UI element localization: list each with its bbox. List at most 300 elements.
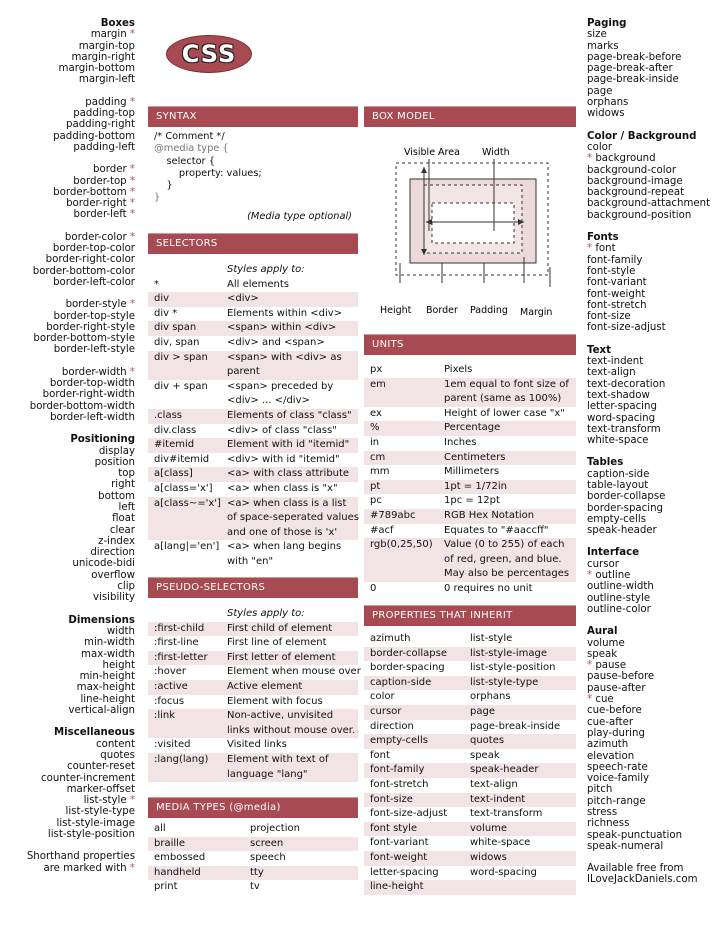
property-label: Interface <box>587 547 640 559</box>
group-heading-interface <box>587 547 727 558</box>
cell-value: quotes <box>470 735 505 747</box>
property-stress <box>587 807 727 818</box>
cell-key: :visited <box>154 739 191 751</box>
inherit-title: PROPERTIES THAT INHERIT <box>364 606 576 626</box>
property-label: volume <box>587 637 625 649</box>
cell-value: tv <box>250 881 260 893</box>
table-row <box>148 321 358 336</box>
cell-value: <div> <box>227 293 259 305</box>
cell-key: a[class~='x'] <box>154 497 221 509</box>
table-row <box>364 690 576 705</box>
cell-value: First line of element <box>227 637 327 649</box>
property-background-color <box>587 165 727 176</box>
property-text-indent <box>587 356 727 367</box>
property-border <box>0 164 135 175</box>
table-row <box>364 421 576 436</box>
property-border-collapse <box>587 491 727 502</box>
table-row <box>148 438 358 453</box>
table-row <box>148 822 358 837</box>
property-label: page-break-after <box>587 63 673 75</box>
cell-key: em <box>370 378 386 390</box>
cell-value: May also be percentages <box>444 568 570 580</box>
property-label: clip <box>117 581 135 593</box>
group-heading-tables <box>587 457 727 468</box>
cell-key: embossed <box>154 852 206 864</box>
property-label: border <box>93 164 127 176</box>
margin-label: Margin <box>520 307 553 318</box>
table-row <box>364 553 576 568</box>
table-row <box>364 524 576 539</box>
cell-key: :first-line <box>154 637 199 649</box>
property-font-variant <box>587 277 727 288</box>
table-row <box>364 807 576 822</box>
cell-key: div.class <box>154 424 197 436</box>
property-label: border-bottom-style <box>33 333 135 345</box>
table-row <box>364 465 576 480</box>
property-bottom <box>0 491 135 502</box>
cell-value: <span> preceded by <box>227 380 334 392</box>
property-empty-cells <box>587 514 727 525</box>
property-label: pause <box>595 660 627 672</box>
property-speak-punctuation <box>587 830 727 841</box>
table-row <box>364 582 576 597</box>
table-row <box>148 753 358 768</box>
property-label: content <box>95 738 135 750</box>
property-play-during <box>587 728 727 739</box>
cell-key: in <box>370 436 380 448</box>
property-label: are marked with <box>43 862 127 874</box>
table-row <box>148 622 358 637</box>
syntax-line: } <box>154 180 173 192</box>
property-border-left-width <box>0 412 135 423</box>
cell-key: a[class] <box>154 468 193 480</box>
property-label: marks <box>587 40 619 52</box>
property-border-top-color <box>0 243 135 254</box>
property-label: line-height <box>80 693 135 705</box>
property-text-shadow <box>587 390 727 401</box>
property-padding <box>0 97 135 108</box>
shorthand-star: * <box>129 862 135 874</box>
cell-key: handheld <box>154 866 201 878</box>
property-font-style <box>587 266 727 277</box>
property-page-break-before <box>587 52 727 63</box>
table-row <box>148 636 358 651</box>
property-label: letter-spacing <box>587 401 657 413</box>
cell-key: color <box>370 691 395 703</box>
cell-key: font-size-adjust <box>370 808 448 820</box>
cell-value: Visited links <box>227 739 287 751</box>
property-label: border-top-style <box>53 310 135 322</box>
property-border-left <box>0 209 135 220</box>
property-label: Text <box>587 344 611 356</box>
cell-key: :first-letter <box>154 651 208 663</box>
cell-key: div <box>154 293 170 305</box>
property-border-style <box>0 299 135 310</box>
cell-key: azimuth <box>370 633 411 644</box>
table-row <box>148 453 358 468</box>
property-pitch <box>587 784 727 795</box>
table-row <box>364 720 576 735</box>
property-label: marker-offset <box>66 783 135 795</box>
table-row <box>364 480 576 495</box>
property-margin-bottom <box>0 63 135 74</box>
cell-value: volume <box>470 822 508 834</box>
css-logo-text: CSS <box>181 40 237 68</box>
property-label: pause-before <box>587 671 655 683</box>
cell-value: with "en" <box>227 555 274 567</box>
cell-value: Non-active, unvisited <box>227 710 334 722</box>
property-label: play-during <box>587 727 645 739</box>
cell-key <box>148 365 227 380</box>
property-label: cue-before <box>587 705 642 717</box>
property-max-height <box>0 682 135 693</box>
cell-value: All elements <box>227 278 290 290</box>
shorthand-star: * <box>129 164 135 176</box>
table-row <box>148 555 358 570</box>
property-volume <box>587 638 727 649</box>
cell-value: <span> with <div> as <box>227 351 342 363</box>
table-row <box>148 738 358 753</box>
property-label: stress <box>587 807 618 818</box>
property-label: page <box>587 85 613 97</box>
cell-key: div, span <box>154 336 200 348</box>
cell-key: :lang(lang) <box>154 753 209 765</box>
property-label: border-bottom-color <box>32 265 135 277</box>
property-border-right-style <box>0 322 135 333</box>
property-background-position <box>587 210 727 221</box>
property-label: empty-cells <box>587 513 647 525</box>
cell-key: font-weight <box>370 851 428 863</box>
property-label: elevation <box>587 750 635 762</box>
property-label: max-width <box>81 648 135 660</box>
table-row <box>148 409 358 424</box>
property-shorthand-properties <box>0 851 135 862</box>
table-row <box>148 880 358 895</box>
group-heading-fonts <box>587 232 727 243</box>
property-label: unicode-bidi <box>72 558 135 570</box>
table-row <box>148 851 358 866</box>
cell-key: direction <box>370 720 414 732</box>
table-row <box>148 307 358 322</box>
property-label: visibility <box>93 592 135 604</box>
cell-key <box>148 526 227 541</box>
property-line-height <box>0 694 135 705</box>
property-label: border-right-color <box>45 254 135 266</box>
property-label: font-style <box>587 265 636 277</box>
cell-value: <div> ... </div> <box>227 395 310 407</box>
property-label: Boxes <box>100 18 135 29</box>
property-label: text-transform <box>587 423 661 435</box>
property-label: font-size <box>587 311 631 323</box>
cell-value: widows <box>470 851 507 863</box>
cell-value: 1em equal to font size of <box>444 378 569 390</box>
cell-value: Inches <box>444 436 477 448</box>
property-widows <box>587 108 727 119</box>
property-label: padding <box>85 96 127 108</box>
table-row <box>364 378 576 393</box>
table-row <box>364 778 576 793</box>
property-cue <box>587 694 727 705</box>
cell-value: Millimeters <box>444 466 500 478</box>
property-label: cue <box>595 694 614 706</box>
cell-value: Centimeters <box>444 451 506 463</box>
property-label: border-width <box>61 366 127 378</box>
property-label: caption-side <box>587 468 650 480</box>
property-label: direction <box>90 547 135 559</box>
visible-area-label: Visible Area <box>404 147 460 158</box>
property-speak-numeral <box>587 841 727 852</box>
property-label: Paging <box>587 18 627 29</box>
property-label: clear <box>109 524 135 536</box>
cell-value: orphans <box>470 691 511 703</box>
property-border-right <box>0 198 135 209</box>
property-counter-reset <box>0 761 135 772</box>
property-label: list-style-type <box>65 806 135 818</box>
shorthand-star: * <box>587 153 593 165</box>
selectors-header: Styles apply to: <box>227 264 305 275</box>
property-label: border-top-color <box>52 243 135 255</box>
cell-value: <a> when class is "x" <box>227 482 338 494</box>
property-label: background-image <box>587 175 683 187</box>
cell-key: font style <box>370 822 418 834</box>
cell-value: First letter of element <box>227 651 336 663</box>
cell-value: speak <box>470 749 500 761</box>
cell-value: list-style-image <box>470 647 548 659</box>
table-row <box>148 695 358 710</box>
property-border-top <box>0 176 135 187</box>
cell-value: Element with text of <box>227 753 329 765</box>
property-label: Miscellaneous <box>54 727 135 739</box>
property-are-marked-with <box>0 863 135 874</box>
shorthand-star: * <box>129 209 135 221</box>
property-list-style-image <box>0 818 135 829</box>
cell-value: 0 requires no unit <box>444 582 533 594</box>
media-section <box>148 797 358 895</box>
property-background-image <box>587 176 727 187</box>
table-row <box>364 451 576 466</box>
property-right <box>0 479 135 490</box>
cell-key: empty-cells <box>370 735 428 747</box>
table-row <box>364 509 576 524</box>
property-label: display <box>98 445 135 457</box>
property-label: background-repeat <box>587 187 685 199</box>
property-label: list-style-position <box>47 829 135 840</box>
cell-key: div#itemid <box>154 453 210 465</box>
table-row <box>364 494 576 509</box>
property-unicode-bidi <box>0 558 135 569</box>
table-row <box>364 436 576 451</box>
property-label: float <box>112 513 135 525</box>
padding-label: Padding <box>470 305 508 316</box>
table-row <box>148 511 358 526</box>
property-clear <box>0 525 135 536</box>
shorthand-star: * <box>587 570 593 582</box>
property-label: speak-punctuation <box>587 829 683 841</box>
cell-key: print <box>154 881 178 893</box>
group-heading-boxes <box>0 18 135 29</box>
cell-value: 1pc = 12pt <box>444 495 500 507</box>
property-label: cursor <box>587 558 619 570</box>
property-border-bottom-width <box>0 401 135 412</box>
selectors-title: SELECTORS <box>148 234 358 254</box>
property-cue-after <box>587 717 727 728</box>
property-label: outline-width <box>587 581 654 593</box>
property-text-decoration <box>587 379 727 390</box>
cell-key: #789abc <box>370 509 416 521</box>
cell-key <box>148 394 227 409</box>
property-label: border-bottom <box>53 186 127 198</box>
property-label: right <box>111 479 135 491</box>
property-border-width <box>0 367 135 378</box>
cell-value: <div> with id "itemid" <box>227 453 340 465</box>
table-row <box>364 880 576 895</box>
property-font-size <box>587 311 727 322</box>
property-available-free-from <box>587 863 727 874</box>
property-label: pitch-range <box>587 795 646 807</box>
table-row <box>148 380 358 395</box>
property-label: height <box>102 659 135 671</box>
cell-key: div * <box>154 307 178 319</box>
property-margin-left <box>0 74 135 85</box>
property-padding-top <box>0 108 135 119</box>
cell-value: page-break-inside <box>470 720 561 732</box>
group-heading-paging <box>587 18 727 29</box>
property-padding-right <box>0 119 135 130</box>
property-label: font-family <box>587 254 643 266</box>
shorthand-star: * <box>587 243 593 255</box>
property-border-right-width <box>0 389 135 400</box>
property-direction <box>0 547 135 558</box>
cell-value: parent (same as 100%) <box>444 393 562 405</box>
inherit-section <box>364 605 576 895</box>
property-page-break-after <box>587 63 727 74</box>
property-border-left-color <box>0 277 135 288</box>
cell-key: braille <box>154 837 186 849</box>
property-background-repeat <box>587 187 727 198</box>
property-label: azimuth <box>587 739 629 751</box>
property-label: bottom <box>98 490 135 502</box>
cell-value: word-spacing <box>470 866 537 878</box>
cell-value: Element when mouse over <box>227 666 361 678</box>
cell-value: <a> with class attribute <box>227 468 350 480</box>
property-border-right-color <box>0 254 135 265</box>
property-label: border-left-width <box>50 411 135 423</box>
property-label: background-attachment <box>587 198 711 210</box>
cell-value: list-style <box>470 633 513 644</box>
cell-value: text-align <box>470 778 518 790</box>
cell-key: * <box>154 278 159 290</box>
property-label: speech-rate <box>587 761 648 773</box>
property-pause-after <box>587 683 727 694</box>
table-row <box>364 407 576 422</box>
group-heading-color-background <box>587 131 727 142</box>
property-pause <box>587 660 727 671</box>
cell-value: parent <box>227 366 260 378</box>
property-speech-rate <box>587 762 727 773</box>
table-row <box>148 394 358 409</box>
cell-value: Percentage <box>444 422 501 434</box>
property-label: font-size-adjust <box>587 322 666 334</box>
property-label: size <box>587 29 607 41</box>
property-label: text-decoration <box>587 378 666 390</box>
property-list-style-type <box>0 806 135 817</box>
syntax-line: property: values; <box>154 167 262 179</box>
property-label: min-height <box>79 671 135 683</box>
property-label: Positioning <box>70 434 135 446</box>
css-logo <box>166 35 252 73</box>
shorthand-star: * <box>129 795 135 807</box>
cell-key <box>364 567 444 582</box>
cell-value: <div> and <span> <box>227 336 325 348</box>
property-width <box>0 626 135 637</box>
property-pause-before <box>587 671 727 682</box>
property-vertical-align <box>0 705 135 716</box>
property-margin-top <box>0 41 135 52</box>
cell-value: text-transform <box>470 808 543 820</box>
property-label: list-style <box>83 795 127 807</box>
property-label: outline-color <box>587 603 651 615</box>
cell-key <box>148 511 227 526</box>
table-row <box>148 497 358 512</box>
cell-key: % <box>370 422 380 434</box>
property-border-bottom-style <box>0 333 135 344</box>
property-label: border-right <box>66 198 127 210</box>
property-label: vertical-align <box>68 705 135 717</box>
property-min-height <box>0 671 135 682</box>
property-label: border-top-width <box>49 378 135 390</box>
property-label: text-align <box>587 367 636 379</box>
cell-key <box>364 553 444 568</box>
cell-key: :link <box>154 710 176 722</box>
property-label: padding-bottom <box>53 130 135 142</box>
cell-key: font-stretch <box>370 778 429 790</box>
syntax-line: selector { <box>154 155 215 167</box>
property-margin <box>0 29 135 40</box>
shorthand-star: * <box>129 29 135 41</box>
property-max-width <box>0 649 135 660</box>
property-label: border-bottom-width <box>29 400 135 412</box>
cell-key: div + span <box>154 380 208 392</box>
property-label: Available free from <box>587 863 684 875</box>
property-font-family <box>587 255 727 266</box>
property-label: margin-left <box>78 74 135 86</box>
cell-key: :first-child <box>154 622 205 634</box>
property-label: min-width <box>84 637 135 649</box>
table-row <box>364 734 576 749</box>
property-label: overflow <box>91 569 135 581</box>
syntax-title: SYNTAX <box>148 107 358 127</box>
property-label: page-break-inside <box>587 74 679 86</box>
property-label: margin <box>90 29 127 41</box>
cell-value: tty <box>250 866 264 878</box>
table-row <box>148 467 358 482</box>
cell-key: border-spacing <box>370 662 445 674</box>
property-label: table-layout <box>587 479 649 491</box>
syntax-section <box>148 106 358 227</box>
property-label: outline-style <box>587 592 651 604</box>
property-label: background-position <box>587 209 692 221</box>
table-row <box>148 365 358 380</box>
table-row <box>364 676 576 691</box>
cell-key: .class <box>154 409 183 421</box>
property-overflow <box>0 570 135 581</box>
cell-key <box>148 768 227 783</box>
table-row <box>148 336 358 351</box>
cell-value: list-style-position <box>470 662 556 674</box>
content-area <box>432 203 514 243</box>
cell-value: Elements within <div> <box>227 307 343 319</box>
group-heading-dimensions <box>0 615 135 626</box>
